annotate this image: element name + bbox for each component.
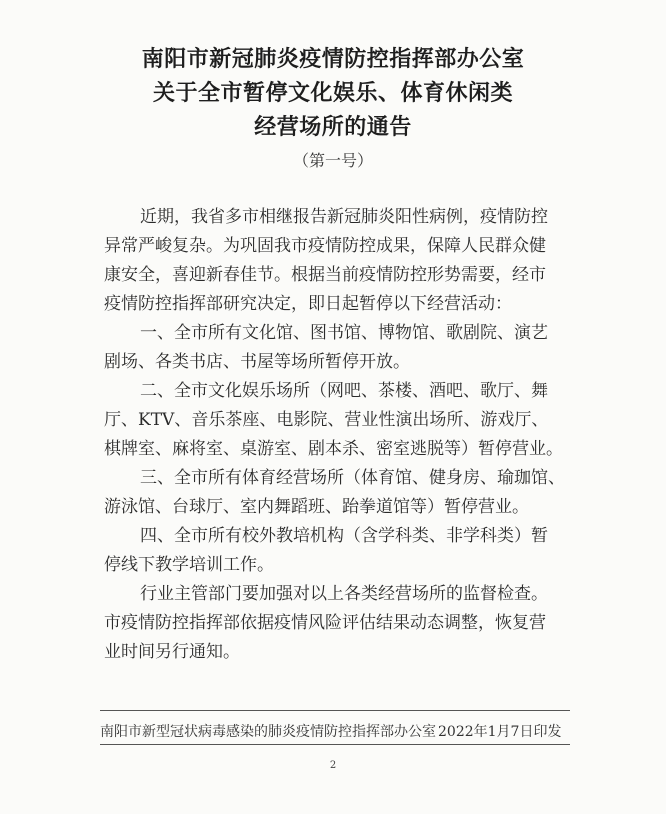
body-line: 市疫情防控指挥部依据疫情风险评估结果动态调整，恢复营 <box>104 613 546 633</box>
body-line: 厅、KTV、音乐茶座、电影院、营业性演出场所、游戏厅、 <box>104 410 549 430</box>
body-line: 停线下教学培训工作。 <box>104 555 274 575</box>
body-line: 行业主管部门要加强对以上各类经营场所的监督检查。 <box>140 584 548 604</box>
title-line-1: 南阳市新冠肺炎疫情防控指挥部办公室 <box>141 46 525 72</box>
body-line: 疫情防控指挥部研究决定，即日起暂停以下经营活动： <box>104 294 512 314</box>
page-number: 2 <box>329 760 337 771</box>
title-line-3: 经营场所的通告 <box>254 114 412 140</box>
footer-rule-bottom <box>100 744 570 745</box>
body-line: 三、全市所有体育经营场所（体育馆、健身房、瑜珈馆、 <box>140 468 565 488</box>
title-line-2: 关于全市暂停文化娱乐、体育休闲类 <box>152 80 513 106</box>
issuing-office: 南阳市新型冠状病毒感染的肺炎疫情防控指挥部办公室 <box>100 724 436 740</box>
notice-number: （第一号） <box>292 151 373 170</box>
body-line: 近期，我省多市相继报告新冠肺炎阳性病例，疫情防控 <box>140 207 548 227</box>
body-line: 异常严峻复杂。为巩固我市疫情防控成果，保障人民群众健 <box>104 236 546 256</box>
issue-date: 2022年1月7日印发 <box>438 724 562 740</box>
body-line: 游泳馆、台球厅、室内舞蹈班、跆拳道馆等）暂停营业。 <box>104 497 529 517</box>
body-line: 二、全市文化娱乐场所（网吧、茶楼、酒吧、歌厅、舞 <box>140 381 548 401</box>
body-line: 棋牌室、麻将室、桌游室、剧本杀、密室逃脱等）暂停营业。 <box>104 439 563 459</box>
body-line: 康安全，喜迎新春佳节。根据当前疫情防控形势需要，经市 <box>104 265 546 285</box>
body-line: 业时间另行通知。 <box>104 642 240 662</box>
body-line: 剧场、各类书店、书屋等场所暂停开放。 <box>104 352 410 372</box>
body-line: 四、全市所有校外教培机构（含学科类、非学科类）暂 <box>140 526 548 546</box>
footer-rule-top <box>100 710 570 711</box>
body-line: 一、全市所有文化馆、图书馆、博物馆、歌剧院、演艺 <box>140 323 548 343</box>
